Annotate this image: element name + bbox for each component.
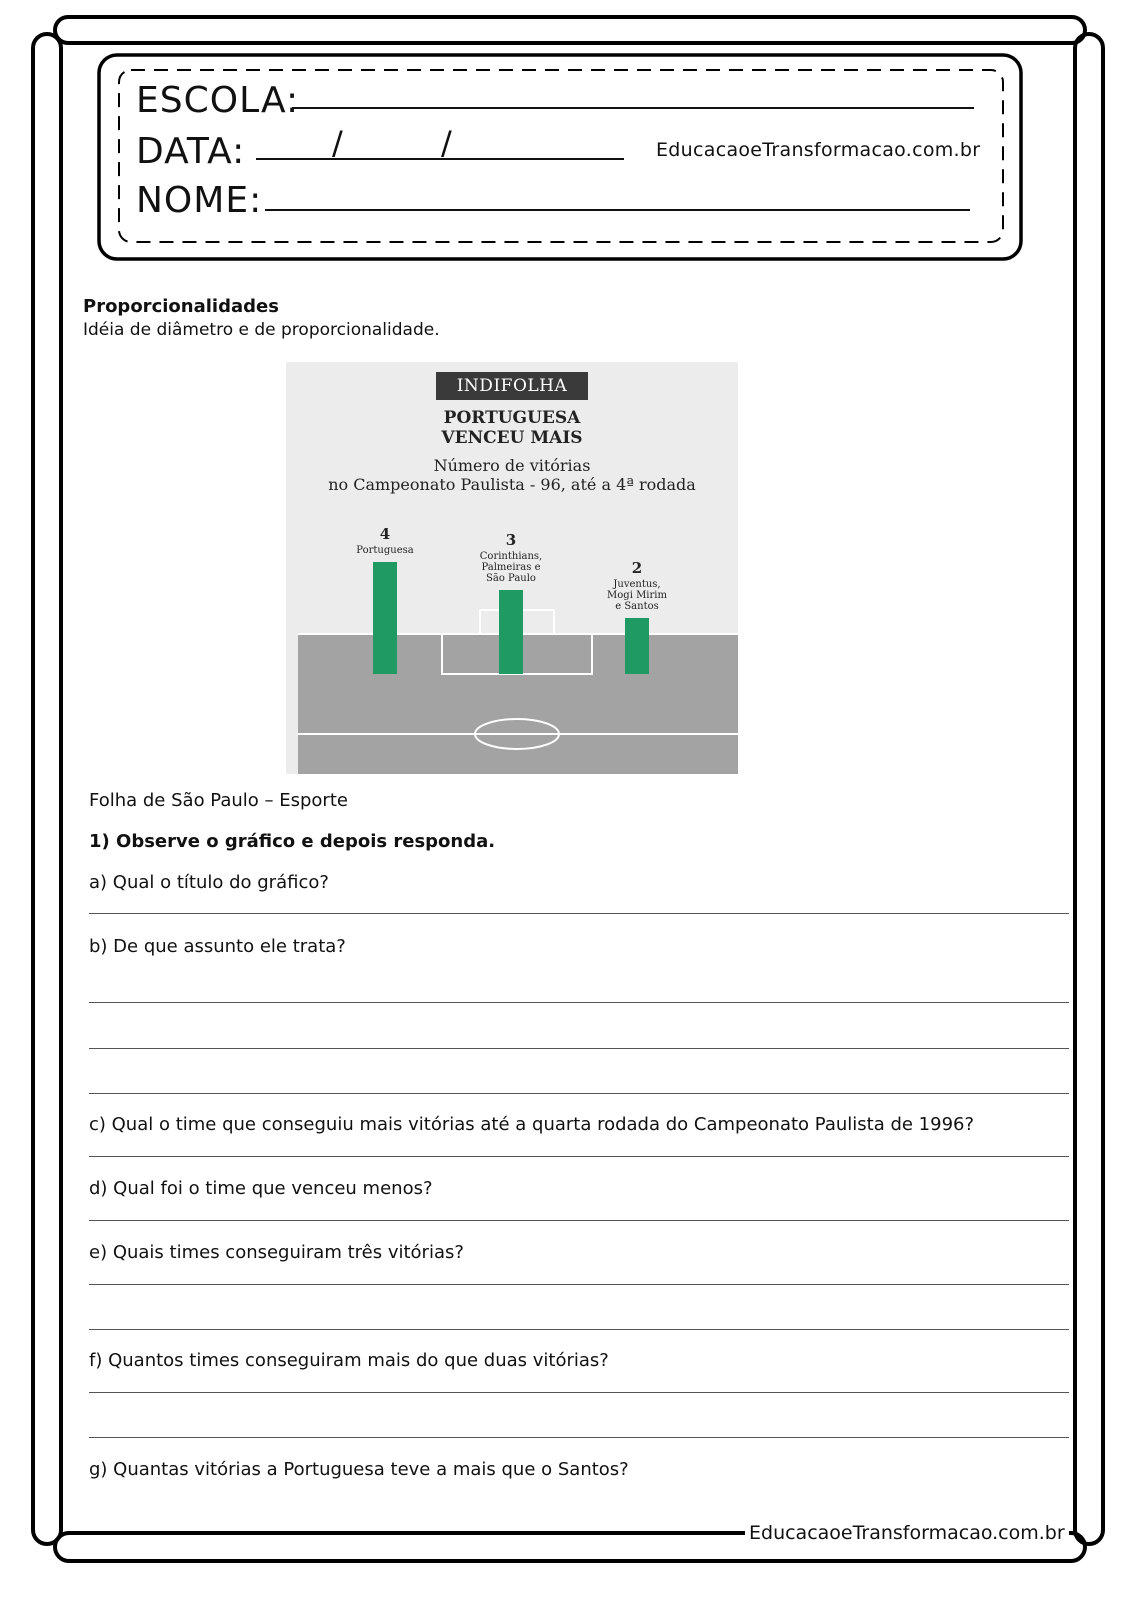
question-e: e) Quais times conseguiram três vitórias? bbox=[89, 1242, 464, 1263]
category-label-1 bbox=[335, 545, 435, 556]
category-label-line: Corinthians, bbox=[479, 551, 543, 562]
category-label-line: São Paulo bbox=[486, 573, 536, 584]
question-f: f) Quantos times conseguiram mais do que duas vitórias? bbox=[89, 1350, 609, 1371]
category-label-2 bbox=[461, 551, 561, 584]
question-g: g) Quantas vitórias a Portuguesa teve a mais que o Santos? bbox=[89, 1459, 629, 1480]
header-site-text: EducacaoeTransformacao.com.br bbox=[656, 139, 981, 161]
answer-line-c[interactable] bbox=[89, 1156, 1069, 1157]
category-label-line: Mogi Mirim bbox=[607, 590, 667, 601]
chart-credit: Folha de São Paulo – Esporte bbox=[89, 790, 348, 811]
chart-title-line-2: VENCEU MAIS bbox=[441, 428, 583, 448]
answer-line-a[interactable] bbox=[89, 913, 1069, 914]
date-label: DATA: bbox=[136, 131, 246, 172]
chart-subtitle-line-2: no Campeonato Paulista - 96, até a 4ª rodada bbox=[328, 475, 696, 494]
school-label: ESCOLA: bbox=[136, 80, 300, 121]
questions-heading: 1) Observe o gráfico e depois responda. bbox=[89, 831, 496, 852]
category-label-line: Palmeiras e bbox=[481, 562, 541, 573]
date-field-line[interactable] bbox=[256, 158, 624, 160]
bar-2 bbox=[499, 590, 523, 674]
chart-title-line-1: PORTUGUESA bbox=[443, 408, 581, 428]
value-label-3: 2 bbox=[631, 559, 643, 577]
school-field-line[interactable] bbox=[292, 107, 974, 109]
source-tag: INDIFOLHA bbox=[456, 376, 568, 396]
date-separator-2: / bbox=[441, 124, 453, 162]
lesson-title: Proporcionalidades bbox=[83, 296, 279, 317]
value-label-2: 3 bbox=[505, 531, 517, 549]
chart-subtitle-line-1: Número de vitórias bbox=[433, 456, 591, 475]
answer-line-e2[interactable] bbox=[89, 1329, 1069, 1330]
name-label: NOME: bbox=[136, 180, 263, 221]
category-label-3 bbox=[587, 579, 687, 612]
footer-site-text: EducacaoeTransformacao.com.br bbox=[745, 1522, 1069, 1544]
category-label-line: Juventus, bbox=[613, 579, 661, 590]
category-label-line: Portuguesa bbox=[356, 545, 414, 556]
answer-line-f1[interactable] bbox=[89, 1392, 1069, 1393]
answer-line-b2[interactable] bbox=[89, 1048, 1069, 1049]
value-label-1: 4 bbox=[379, 525, 391, 543]
question-d: d) Qual foi o time que venceu menos? bbox=[89, 1178, 433, 1199]
question-c: c) Qual o time que conseguiu mais vitórias até a quarta rodada do Campeonato Paulista de 1996? bbox=[89, 1114, 975, 1135]
name-field-line[interactable] bbox=[265, 209, 970, 211]
question-b: b) De que assunto ele trata? bbox=[89, 936, 346, 957]
answer-line-f2[interactable] bbox=[89, 1437, 1069, 1438]
date-separator-1: / bbox=[332, 124, 344, 162]
answer-line-b1[interactable] bbox=[89, 1002, 1069, 1003]
answer-line-d[interactable] bbox=[89, 1220, 1069, 1221]
category-label-line: e Santos bbox=[615, 601, 659, 612]
lesson-subtitle: Idéia de diâmetro e de proporcionalidade. bbox=[83, 320, 440, 340]
answer-line-b3[interactable] bbox=[89, 1093, 1069, 1094]
question-a: a) Qual o título do gráfico? bbox=[89, 872, 329, 893]
bar-3 bbox=[625, 618, 649, 674]
bar-1 bbox=[373, 562, 397, 674]
victories-chart bbox=[286, 362, 738, 774]
answer-line-e1[interactable] bbox=[89, 1284, 1069, 1285]
